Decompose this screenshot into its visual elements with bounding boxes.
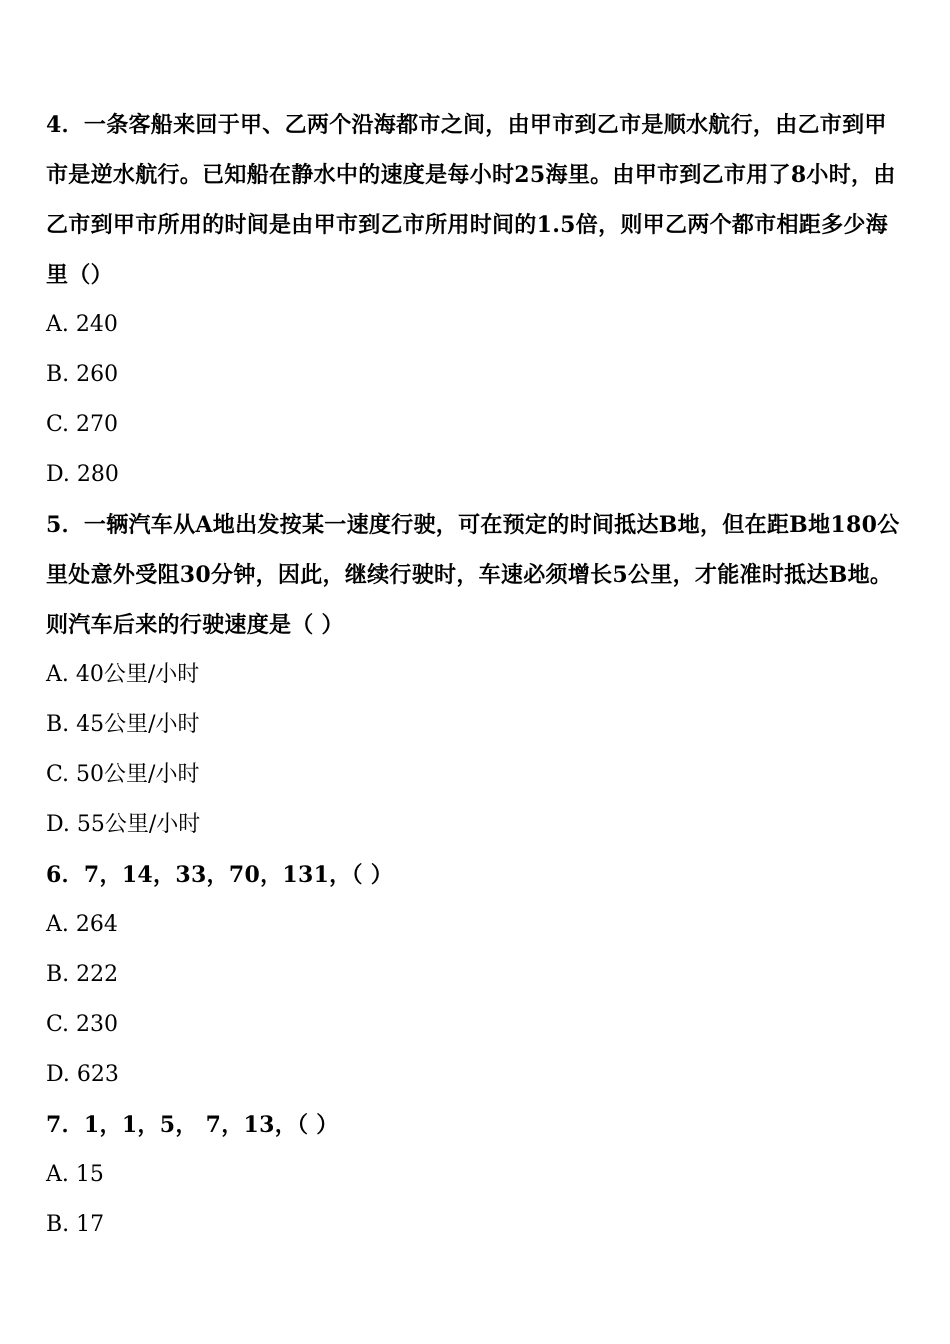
option-d: D. 55公里/小时 bbox=[46, 812, 201, 837]
document-page bbox=[46, 100, 906, 1250]
option-b: B. 222 bbox=[46, 962, 119, 987]
question-6 bbox=[46, 850, 906, 900]
option-c: C. 230 bbox=[46, 1012, 119, 1037]
option-d: D. 280 bbox=[46, 462, 119, 487]
question-number: 6 bbox=[46, 862, 62, 888]
option-a: A. 264 bbox=[46, 912, 118, 937]
option-c: C. 270 bbox=[46, 412, 119, 437]
option-a: A. 15 bbox=[46, 1162, 104, 1187]
question-5 bbox=[46, 500, 906, 650]
option-a: A. 40公里/小时 bbox=[46, 662, 200, 687]
question-stem: ．一条客船来回于甲、乙两个沿海都市之间，由甲市到乙市是顺水航行，由乙市到甲市是逆水航行。已知船在静水中的速度是每小时25海里。由甲市到乙市用了8小时，由乙市到甲市所用的时间是由甲市到乙市所用时间的1.5倍，则甲乙两个都市相距多少海里（） bbox=[46, 112, 896, 288]
question-7 bbox=[46, 1100, 906, 1150]
option-c: C. 50公里/小时 bbox=[46, 762, 200, 787]
question-stem: ．1，1，5， 7，13，（ ） bbox=[61, 1112, 339, 1138]
question-4 bbox=[46, 100, 906, 300]
question-stem: ．7，14，33，70，131，（ ） bbox=[61, 862, 394, 888]
option-b: B. 260 bbox=[46, 362, 119, 387]
option-a: A. 240 bbox=[46, 312, 118, 337]
question-number: 5 bbox=[46, 512, 62, 538]
option-b: B. 17 bbox=[46, 1212, 105, 1237]
question-stem: ．一辆汽车从A地出发按某一速度行驶，可在预定的时间抵达B地，但在距B地180公里处意外受阻30分钟，因此，继续行驶时，车速必须增长5公里，才能准时抵达B地。则汽车后来的行驶速度是（ ） bbox=[46, 512, 900, 638]
question-number: 4 bbox=[46, 112, 62, 138]
option-b: B. 45公里/小时 bbox=[46, 712, 200, 737]
question-number: 7 bbox=[46, 1112, 62, 1138]
option-d: D. 623 bbox=[46, 1062, 119, 1087]
